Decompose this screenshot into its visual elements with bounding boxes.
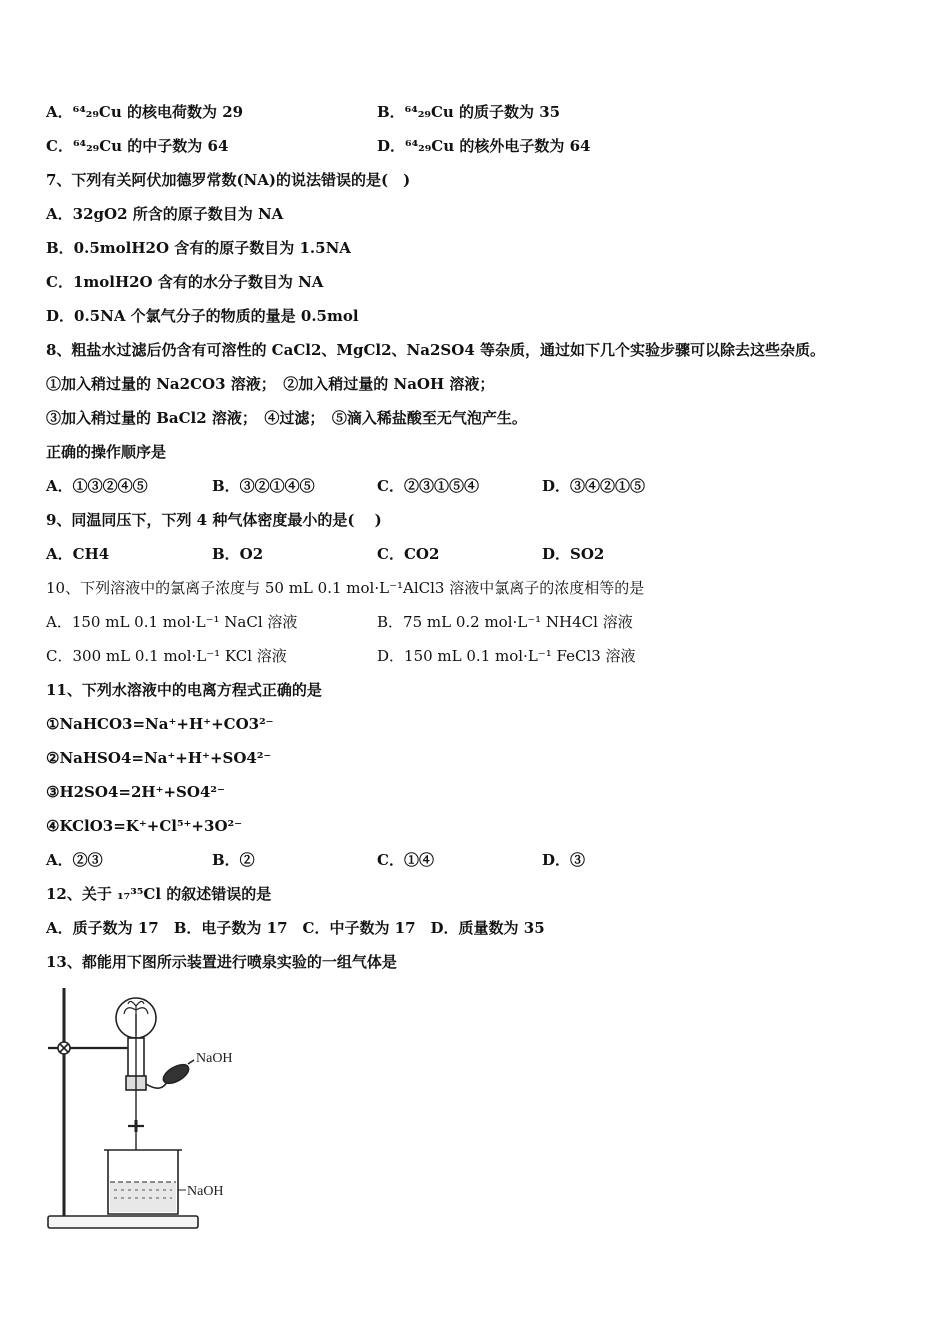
- q6-option-b: B．⁶⁴₂₉Cu 的质子数为 35: [377, 103, 561, 121]
- q9-stem: 9、同温同压下，下列 4 种气体密度最小的是( ): [46, 511, 382, 529]
- q10-option-d: D．150 mL 0.1 mol·L⁻¹ FeCl3 溶液: [377, 647, 636, 665]
- q13-stem: 13、都能用下图所示装置进行喷泉实验的一组气体是: [46, 953, 397, 971]
- q8-option-d: D．③④②①⑤: [542, 477, 646, 495]
- q8-steps-2: ③加入稍过量的 BaCl2 溶液； ④过滤； ⑤滴入稀盐酸至无气泡产生。: [46, 409, 527, 427]
- q6-option-d: D．⁶⁴₂₉Cu 的核外电子数为 64: [377, 137, 591, 155]
- q11-equation-2: ②NaHSO4=Na⁺+H⁺+SO4²⁻: [46, 749, 272, 767]
- q12-options: A．质子数为 17 B．电子数为 17 C．中子数为 17 D．质量数为 35: [46, 919, 545, 937]
- q7-option-b: B．0.5molH2O 含有的原子数目为 1.5NA: [46, 239, 351, 257]
- q7-option-c: C．1molH2O 含有的水分子数目为 NA: [46, 273, 324, 291]
- q8-option-a: A．①③②④⑤: [46, 477, 148, 495]
- q9-option-a: A．CH4: [46, 545, 110, 563]
- dropper-naoh-label: NaOH: [196, 1051, 233, 1066]
- q9-option-b: B．O2: [212, 545, 264, 563]
- q7-stem: 7、下列有关阿伏加德罗常数(NA)的说法错误的是( ): [46, 171, 411, 189]
- q11-option-d: D．③: [542, 851, 586, 869]
- beaker-naoh-label: NaOH: [187, 1184, 224, 1199]
- q10-option-c: C．300 mL 0.1 mol·L⁻¹ KCl 溶液: [46, 647, 287, 665]
- q11-option-c: C．①④: [377, 851, 434, 869]
- q8-option-b: B．③②①④⑤: [212, 477, 315, 495]
- q11-option-b: B．②: [212, 851, 255, 869]
- q7-option-d: D．0.5NA 个氯气分子的物质的量是 0.5mol: [46, 307, 359, 325]
- q8-stem: 8、粗盐水过滤后仍含有可溶性的 CaCl2、MgCl2、Na2SO4 等杂质，通过如下几个实验步骤可以除去这些杂质。: [46, 341, 825, 359]
- q12-stem: 12、关于 ₁₇³⁵Cl 的叙述错误的是: [46, 885, 272, 903]
- q10-stem: 10、下列溶液中的氯离子浓度与 50 mL 0.1 mol·L⁻¹AlCl3 溶液中氯离子的浓度相等的是: [46, 579, 645, 597]
- q6-option-c: C．⁶⁴₂₉Cu 的中子数为 64: [46, 137, 229, 155]
- q10-option-b: B．75 mL 0.2 mol·L⁻¹ NH4Cl 溶液: [377, 613, 633, 631]
- q8-steps-1: ①加入稍过量的 Na2CO3 溶液； ②加入稍过量的 NaOH 溶液；: [46, 375, 495, 393]
- stand-base: [48, 1216, 198, 1228]
- q11-equation-3: ③H2SO4=2H⁺+SO4²⁻: [46, 783, 225, 801]
- q9-option-d: D．SO2: [542, 545, 605, 563]
- q9-option-c: C．CO2: [377, 545, 440, 563]
- q8-prompt: 正确的操作顺序是: [46, 443, 167, 461]
- q11-option-a: A．②③: [46, 851, 103, 869]
- dropper-bulb: [160, 1061, 191, 1087]
- q11-stem: 11、下列水溶液中的电离方程式正确的是: [46, 681, 322, 699]
- q11-equation-1: ①NaHCO3=Na⁺+H⁺+CO3²⁻: [46, 715, 274, 733]
- q10-option-a: A．150 mL 0.1 mol·L⁻¹ NaCl 溶液: [46, 613, 298, 631]
- q7-option-a: A．32gO2 所含的原子数目为 NA: [46, 205, 284, 223]
- q6-option-a: A．⁶⁴₂₉Cu 的核电荷数为 29: [46, 103, 244, 121]
- beaker-liquid: [110, 1182, 176, 1212]
- q8-option-c: C．②③①⑤④: [377, 477, 479, 495]
- fountain-apparatus-diagram: [44, 984, 244, 1234]
- q11-equation-4: ④KClO3=K⁺+Cl⁵⁺+3O²⁻: [46, 817, 242, 835]
